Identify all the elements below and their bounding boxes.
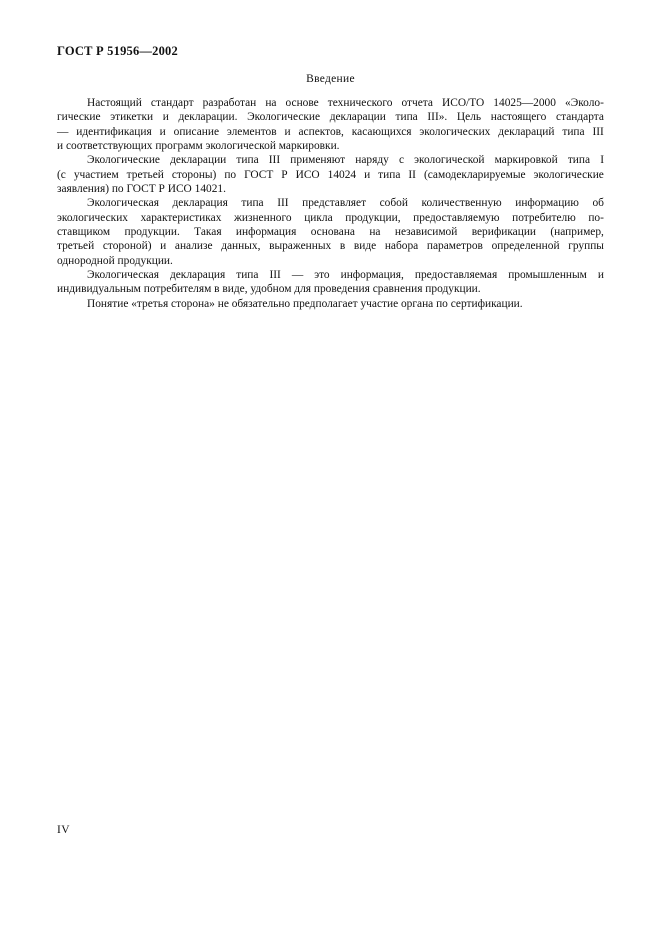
text-line: Экологическая декларация типа III — это информация, предоставляемая промышленным и: [87, 269, 604, 282]
text-line: — идентификация и описание элементов и аспектов, касающихся экологических деклараций типа III: [57, 125, 604, 138]
section-title: Введение: [306, 73, 355, 85]
body-text-block: [57, 96, 604, 311]
text-line: однородной продукции.: [57, 254, 173, 267]
text-line: ставщиком продукции. Такая информация основана на независимой верификации (например,: [57, 226, 604, 239]
body-paragraph: [57, 153, 604, 196]
text-line: (с участием третьей стороны) по ГОСТ Р ИСО 14024 и типа II (самодекларируемые экологические: [57, 168, 604, 181]
text-line: индивидуальным потребителям в виде, удобном для проведения сравнения продукции.: [57, 283, 481, 296]
text-line: и соответствующих программ экологической маркировки.: [57, 140, 340, 153]
text-line: Настоящий стандарт разработан на основе технического отчета ИСО/ТО 14025—2000 «Эколо-: [87, 97, 604, 109]
text-line: Понятие «третья сторона» не обязательно предполагает участие органа по сертификации.: [87, 297, 523, 310]
body-paragraph: [57, 297, 604, 311]
page-number: IV: [57, 824, 70, 836]
text-line: третьей стороной) и анализе данных, выраженных в виде набора параметров определенной группы: [57, 240, 604, 253]
body-paragraph: [57, 268, 604, 297]
text-line: заявления) по ГОСТ Р ИСО 14021.: [57, 183, 226, 196]
text-line: Экологические декларации типа III применяют наряду с экологической маркировкой типа I: [87, 154, 604, 167]
text-line: Экологическая декларация типа III представляет собой количественную информацию об: [87, 197, 604, 210]
text-line: гические этикетки и декларации. Экологические декларации типа III». Цель настоящего стандарта: [57, 111, 604, 124]
body-paragraph: [57, 96, 604, 153]
body-paragraph: [57, 196, 604, 268]
text-line: экологических характеристиках жизненного цикла продукции, предоставляемую потребителю по-: [57, 211, 604, 224]
running-head-standard-number: ГОСТ Р 51956—2002: [57, 44, 178, 58]
